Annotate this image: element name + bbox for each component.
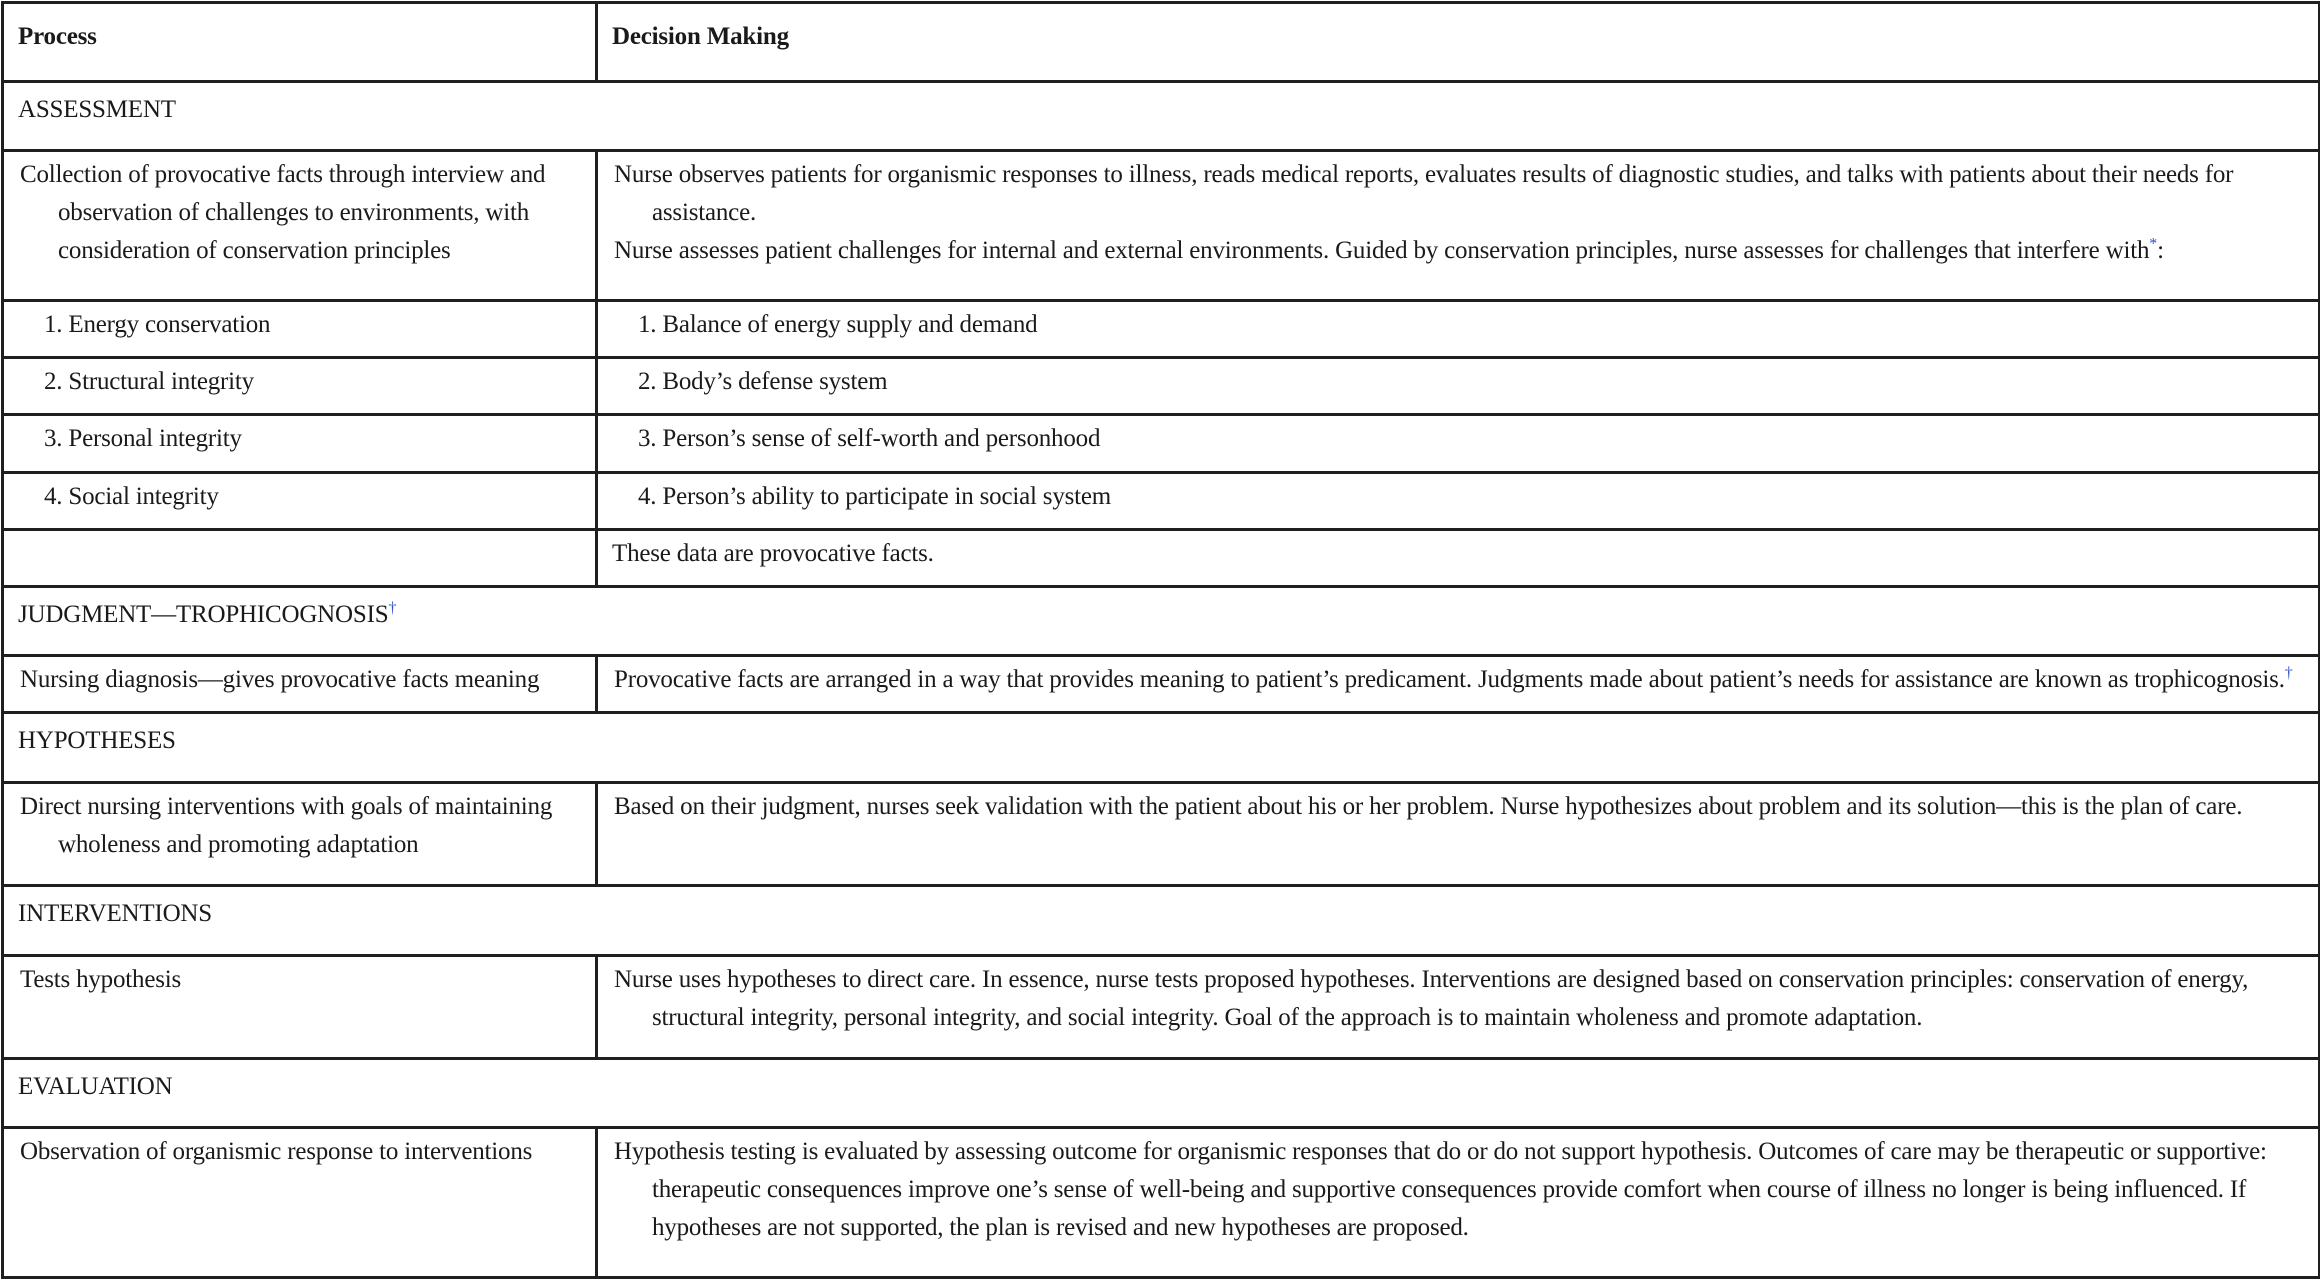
table-row — [3, 472, 2320, 529]
decision-text-wrap — [612, 661, 2304, 699]
decision-text-2-end: : — [2157, 237, 2164, 265]
process-cell — [3, 955, 597, 1058]
footnote-ref[interactable]: * — [2149, 236, 2158, 254]
footnote-ref[interactable]: † — [2284, 664, 2293, 682]
list-item: 1. Energy conservation — [44, 311, 271, 339]
decision-cell — [597, 529, 2320, 586]
section-title-assessment: ASSESSMENT — [3, 82, 2320, 151]
process-cell — [3, 472, 597, 529]
decision-cell — [597, 415, 2320, 472]
section-row-interventions — [3, 886, 2320, 955]
process-text: Direct nursing interventions with goals of maintaining wholeness and promoting adaptation — [20, 792, 553, 858]
list-item: 3. Personal integrity — [44, 425, 242, 453]
section-title-judgment — [3, 586, 2320, 655]
decision-cell — [597, 301, 2320, 358]
section-row-judgment — [3, 586, 2320, 655]
process-cell — [3, 301, 597, 358]
decision-text: Provocative facts are arranged in a way that provides meaning to patient’s predicament. Judgments made about patient’s needs for assistance are known as trophicognosis. — [614, 666, 2285, 694]
decision-cell — [597, 656, 2320, 713]
decision-cell — [597, 782, 2320, 885]
decision-text-2 — [612, 232, 2304, 270]
process-text: Tests hypothesis — [20, 965, 182, 993]
section-title-interventions: INTERVENTIONS — [3, 886, 2320, 955]
process-cell — [3, 1128, 597, 1278]
table-row — [3, 529, 2320, 586]
process-cell — [3, 656, 597, 713]
process-cell — [3, 782, 597, 885]
list-item: 3. Person’s sense of self-worth and personhood — [638, 425, 1101, 453]
decision-cell — [597, 955, 2320, 1058]
list-item: 2. Structural integrity — [44, 368, 254, 396]
process-text: Nursing diagnosis—gives provocative facts meaning — [20, 666, 540, 694]
table-row — [3, 358, 2320, 415]
table-row — [3, 301, 2320, 358]
decision-text-2-body: Nurse assesses patient challenges for internal and external environments. Guided by conservation principles, nurse assesses for challenges that interfere with — [614, 237, 2150, 265]
decision-cell — [597, 1128, 2320, 1278]
section-row-evaluation — [3, 1058, 2320, 1127]
nursing-process-table — [1, 1, 2320, 1279]
table-row — [3, 1128, 2320, 1278]
section-row-assessment — [3, 82, 2320, 151]
header-process: Process — [3, 3, 597, 82]
table-row — [3, 782, 2320, 885]
table-row — [3, 656, 2320, 713]
table-row — [3, 415, 2320, 472]
process-cell-empty — [3, 529, 597, 586]
list-item: 4. Person’s ability to participate in social system — [638, 482, 1112, 510]
header-decision: Decision Making — [597, 3, 2320, 82]
table-row — [3, 151, 2320, 301]
process-cell — [3, 358, 597, 415]
list-item: 2. Body’s defense system — [638, 368, 888, 396]
decision-text: Based on their judgment, nurses seek validation with the patient about his or her problem. Nurse hypothesizes about problem and its solution—this is the plan of care. — [614, 792, 2243, 820]
list-item: 4. Social integrity — [44, 482, 219, 510]
header-row — [3, 3, 2320, 82]
section-title-hypotheses: HYPOTHESES — [3, 713, 2320, 782]
process-text: Collection of provocative facts through interview and observation of challenges to environments, with consideration of conservation principles — [20, 161, 546, 265]
section-title-evaluation: EVALUATION — [3, 1058, 2320, 1127]
decision-text: Nurse uses hypotheses to direct care. In essence, nurse tests proposed hypotheses. Interventions are designed based on conservation principles: conservation of energy, structural integrity, personal integrity, and social integrity. Goal of the approach is to maintain wholeness and promote adaptation. — [614, 965, 2249, 1031]
list-item: 1. Balance of energy supply and demand — [638, 311, 1038, 339]
section-row-hypotheses — [3, 713, 2320, 782]
decision-cell — [597, 358, 2320, 415]
footnote-ref[interactable]: † — [388, 599, 397, 617]
decision-text: Hypothesis testing is evaluated by assessing outcome for organismic responses that do or do not support hypothesis. Outcomes of care may be therapeutic or supportive: therapeutic consequences improve one’s sense of well-being and supportive consequences provide comfort when course of illness no longer is being influenced. If hypotheses are not supported, the plan is revised and new hypotheses are proposed. — [614, 1138, 2267, 1242]
decision-text: These data are provocative facts. — [612, 539, 934, 567]
decision-cell — [597, 151, 2320, 301]
process-cell — [3, 151, 597, 301]
table-row — [3, 955, 2320, 1058]
decision-text: Nurse observes patients for organismic responses to illness, reads medical reports, evaluates results of diagnostic studies, and talks with patients about their needs for assistance. — [614, 161, 2234, 227]
process-cell — [3, 415, 597, 472]
section-title-text: JUDGMENT—TROPHICOGNOSIS — [18, 600, 389, 628]
decision-cell — [597, 472, 2320, 529]
process-text: Observation of organismic response to interventions — [20, 1138, 533, 1166]
